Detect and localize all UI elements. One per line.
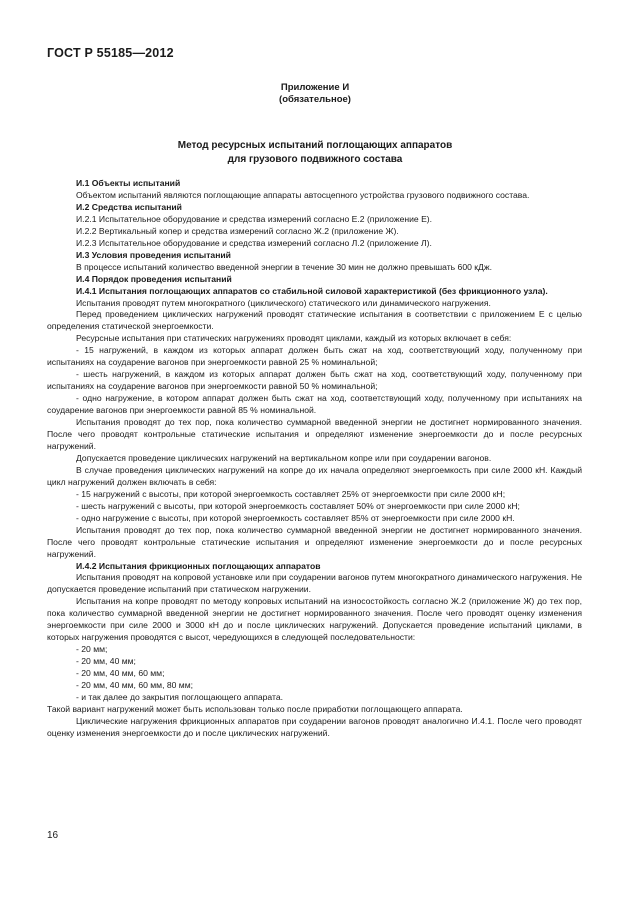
paragraph: Ресурсные испытания при статических нагружениях проводят циклами, каждый из которых включает в себя: [76, 333, 512, 344]
paragraph: Такой вариант нагружений может быть использован только после приработки поглощающего аппарата. [47, 703, 463, 714]
list-item: - одно нагружение, в котором аппарат должен быть сжат на ход, соответствующий ходу, полученному при испытаниях на соударение вагонов при энергоемкости равной 85 % номинальной. [47, 393, 582, 416]
appendix-subtitle: (обязательное) [279, 94, 351, 105]
section-heading: И.4 Порядок проведения испытаний [76, 273, 232, 284]
list-item: - 20 мм; [76, 644, 108, 655]
paragraph: Испытания проводят до тех пор, пока количество суммарной введенной энергии не достигнет нормированного значения. После чего проводят контрольные статические испытания и определяют изменение энергоемкости до и после ресурсных нагружений. [47, 417, 582, 451]
paragraph: Испытания на копре проводят по методу копровых испытаний на износостойкость согласно Ж.2 (приложение Ж) до тех пор, пока количество суммарной введенной энергии не достигнет нормированного значения. После чего проводят оценку изменения энергоемкости при силе 2000 и 3000 кН до и после циклических нагружений. Допускается проведение испытаний циклами, в которых нагружения проводятся с высот, чередующихся в следующей последовательности: [47, 596, 582, 643]
paragraph: Испытания проводят путем многократного (циклического) статического или динамического нагружения. [76, 297, 491, 308]
paragraph: Испытания проводят до тех пор, пока количество суммарной введенной энергии не достигнет нормированного значения. После чего проводят контрольные статические испытания и определяют изменение энергоемкости до и после ресурсных нагружений. [47, 524, 582, 559]
list-item: - 15 нагружений с высоты, при которой энергоемкость составляет 25% от энергоемкости при силе 2000 кН; [76, 488, 506, 499]
subsection-heading: И.4.2 Испытания фрикционных поглощающих аппаратов [76, 560, 321, 571]
paragraph: В процессе испытаний количество введенной энергии в течение 30 мин не должно превышать 600 кДж. [76, 261, 492, 272]
method-title-line-2: для грузового подвижного состава [227, 154, 403, 165]
paragraph: И.2.2 Вертикальный копер и средства измерений согласно Ж.2 (приложение Ж). [76, 225, 399, 236]
paragraph: В случае проведения циклических нагружений на копре до их начала определяют энергоемкость при силе 2000 кН. Каждый цикл нагружений должен включать в себя: [47, 464, 582, 487]
subsection-heading: И.4.1 Испытания поглощающих аппаратов со стабильной силовой характеристикой (без фрикционного узла). [76, 285, 548, 296]
paragraph: Циклические нагружения фрикционных аппаратов при соударении вагонов проводят аналогично И.4.1. После чего проводят оценку изменения энергоемкости до и после циклических нагружений. [47, 715, 582, 738]
paragraph: Объектом испытаний являются поглощающие аппараты автосцепного устройства грузового подвижного состава. [76, 189, 530, 200]
paragraph: Перед проведением циклических нагружений проводят статические испытания в соответствии с приложением Е с целью определения статической энергоемкости. [47, 309, 582, 332]
paragraph: И.2.1 Испытательное оборудование и средства измерений согласно Е.2 (приложение Е). [76, 213, 433, 224]
method-title-line-1: Метод ресурсных испытаний поглощающих аппаратов [177, 140, 453, 151]
document-header: ГОСТ Р 55185—2012 [47, 46, 174, 60]
section-heading: И.1 Объекты испытаний [76, 178, 181, 188]
appendix-title: Приложение И [280, 82, 350, 93]
list-item: - и так далее до закрытия поглощающего аппарата. [76, 691, 284, 702]
list-item: - шесть нагружений, в каждом из которых аппарат должен быть сжат на ход, соответствующий ходу, полученному при испытаниях на соударение вагонов при энергоемкости равной 50 % номинальной; [47, 369, 582, 392]
list-item: - 20 мм, 40 мм; [76, 656, 136, 667]
document-body [47, 178, 582, 740]
paragraph: Испытания проводят на копровой установке или при соударении вагонов путем многократного динамического нагружения. Не допускается проведение испытаний при статическом нагружении. [47, 572, 582, 595]
section-heading: И.3 Условия проведения испытаний [76, 249, 231, 260]
list-item: - 20 мм, 40 мм, 60 мм, 80 мм; [76, 680, 194, 691]
paragraph: И.2.3 Испытательное оборудование и средства измерений согласно Л.2 (приложение Л). [76, 237, 432, 248]
page-number: 16 [47, 830, 59, 841]
list-item: - одно нагружение с высоты, при которой энергоемкость составляет 85% от энергоемкости при силе 2000 кН. [76, 512, 515, 523]
list-item: - 15 нагружений, в каждом из которых аппарат должен быть сжат на ход, соответствующий ходу, полученному при испытаниях на соударение вагонов при энергоемкости равной 25 % номинальной; [47, 345, 582, 368]
list-item: - шесть нагружений с высоты, при которой энергоемкость составляет 50% от энергоемкости при силе 2000 кН; [76, 500, 520, 511]
list-item: - 20 мм, 40 мм, 60 мм; [76, 668, 165, 679]
section-heading: И.2 Средства испытаний [76, 201, 182, 212]
paragraph: Допускается проведение циклических нагружений на вертикальном копре или при соударении вагонов. [76, 452, 492, 463]
